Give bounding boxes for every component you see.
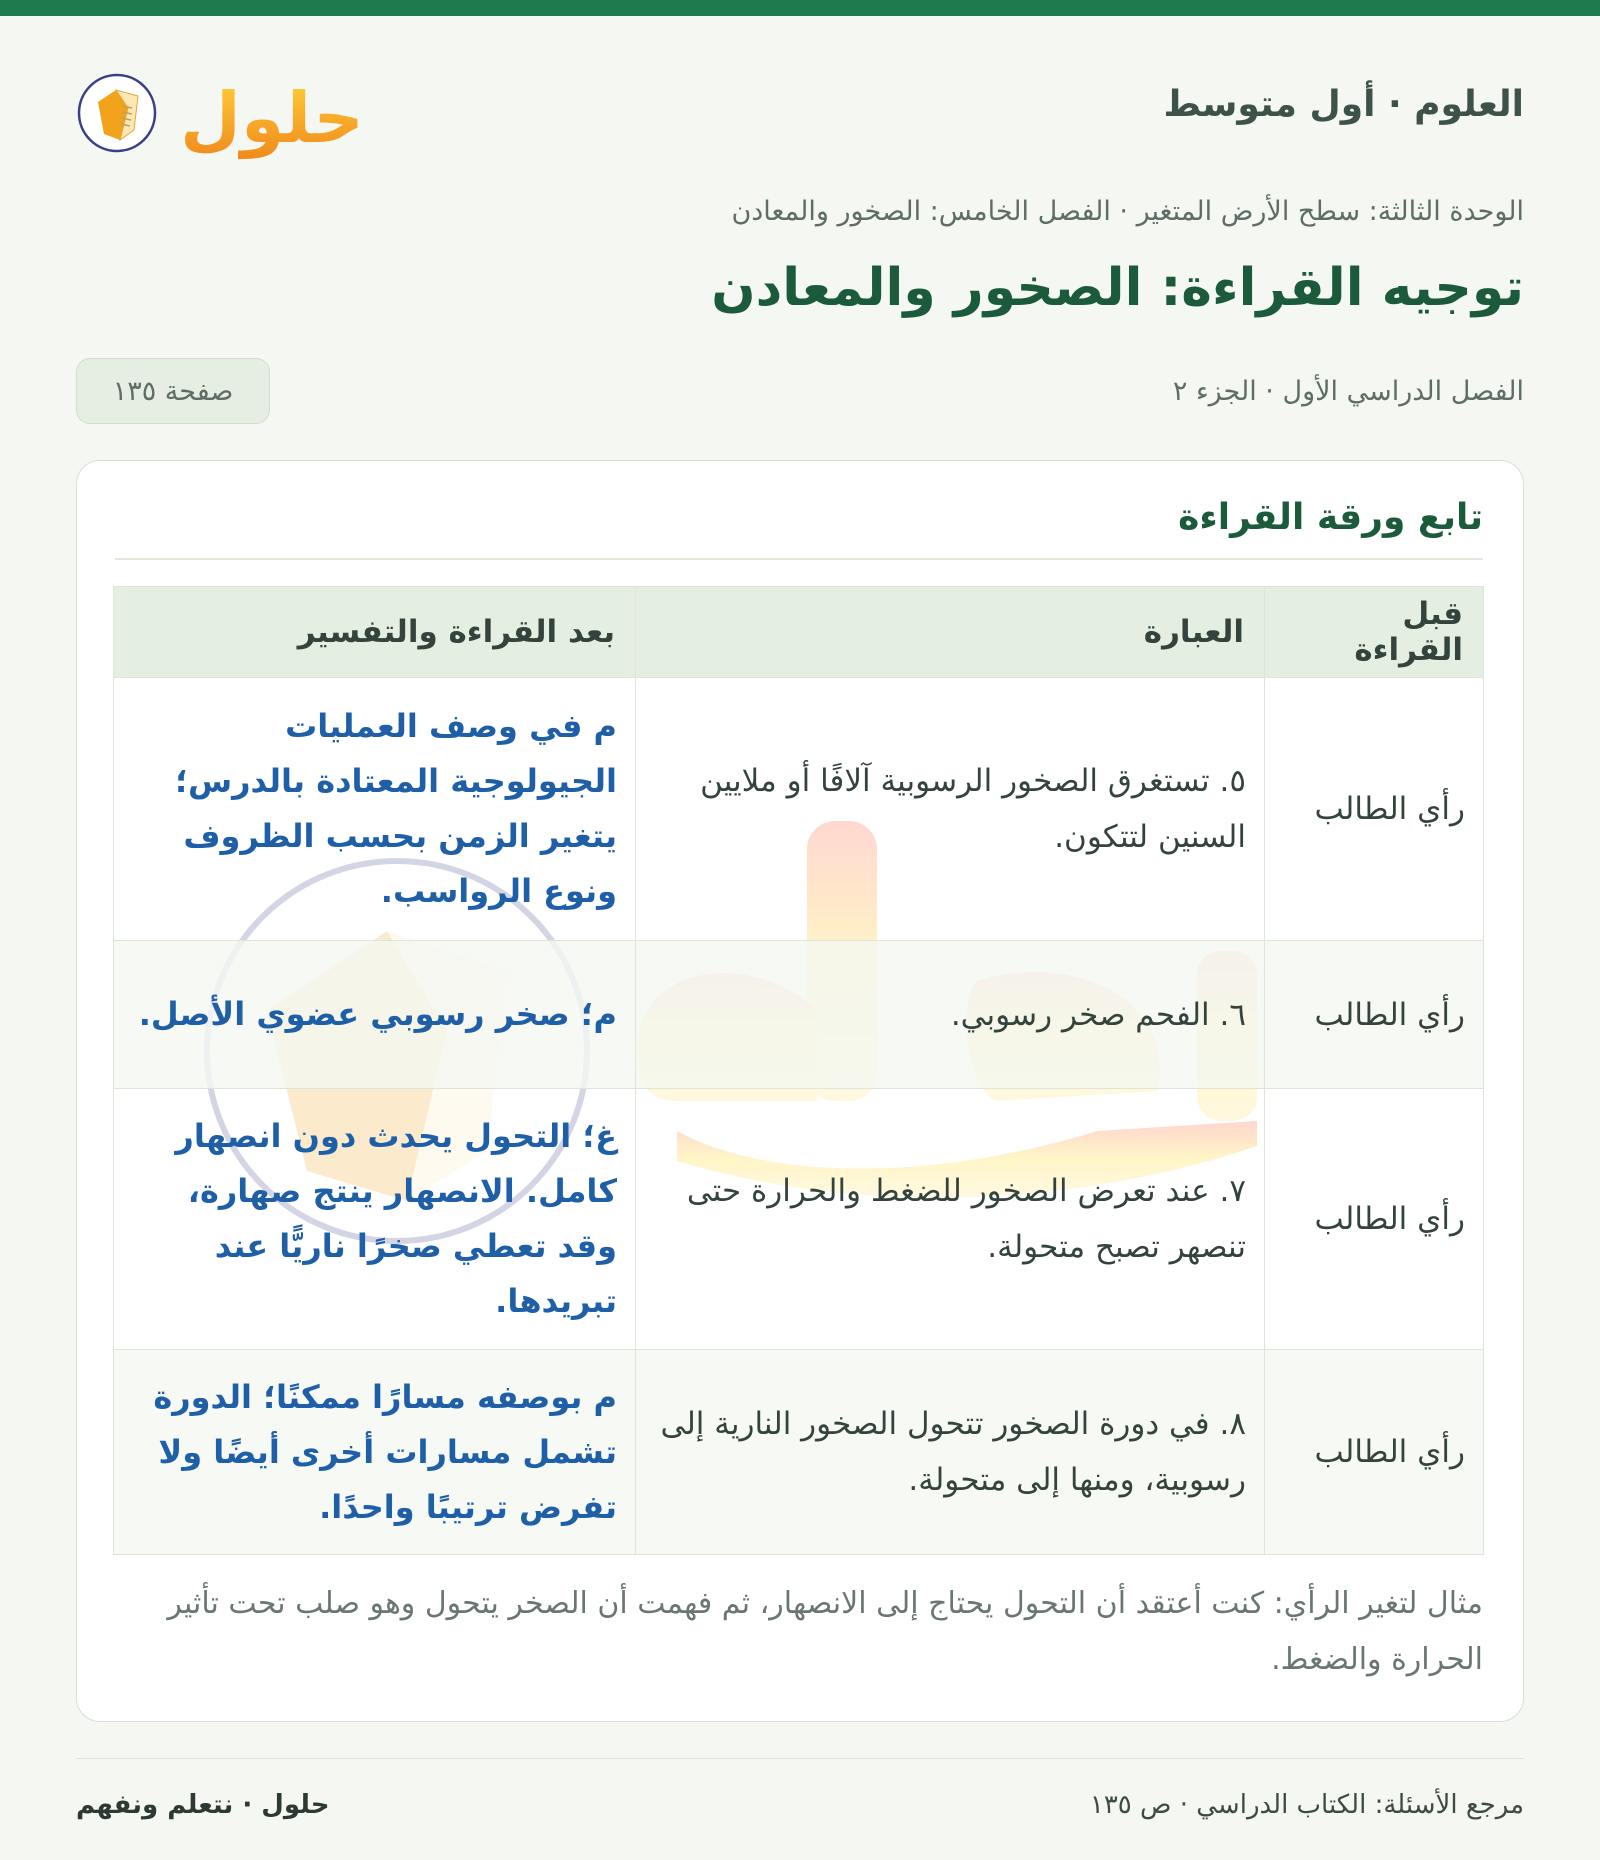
term-label: الفصل الدراسي الأول · الجزء ٢ <box>1172 376 1524 407</box>
page-title: توجيه القراءة: الصخور والمعادن <box>711 258 1524 318</box>
logo-text: حلول <box>180 77 364 159</box>
reading-table <box>113 586 1484 1555</box>
statement-cell: ٦. الفحم صخر رسوبي. <box>636 941 1265 1089</box>
reading-sheet-card <box>76 460 1524 1722</box>
breadcrumb: الوحدة الثالثة: سطح الأرض المتغير · الفصل الخامس: الصخور والمعادن <box>731 196 1524 227</box>
table-row <box>114 1089 1484 1350</box>
table-row <box>114 941 1484 1089</box>
before-reading-cell: رأي الطالب <box>1265 941 1484 1089</box>
before-reading-cell: رأي الطالب <box>1265 1350 1484 1555</box>
after-reading-answer: غ؛ التحول يحدث دون انصهار كامل. الانصهار ينتج صهارة، وقد تعطي صخرًا ناريًّا عند تبريدها. <box>114 1089 636 1350</box>
table-header-row <box>114 587 1484 678</box>
column-header-after: بعد القراءة والتفسير <box>114 587 636 678</box>
before-reading-cell: رأي الطالب <box>1265 678 1484 941</box>
book-emblem-icon <box>79 75 155 151</box>
column-header-before: قبل القراءة <box>1265 587 1484 678</box>
page-header <box>76 50 1524 166</box>
after-reading-answer: م في وصف العمليات الجيولوجية المعتادة بالدرس؛ يتغير الزمن بحسب الظروف ونوع الرواسب. <box>114 678 636 941</box>
statement-cell: ٨. في دورة الصخور تتحول الصخور النارية إلى رسوبية، ومنها إلى متحولة. <box>636 1350 1265 1555</box>
after-reading-answer: م بوصفه مسارًا ممكنًا؛ الدورة تشمل مسارات أخرى أيضًا ولا تفرض ترتيبًا واحدًا. <box>114 1350 636 1555</box>
top-accent-bar <box>0 0 1600 16</box>
after-reading-answer: م؛ صخر رسوبي عضوي الأصل. <box>114 941 636 1089</box>
subject-label: العلوم · أول متوسط <box>1163 84 1524 125</box>
site-logo[interactable] <box>76 50 364 166</box>
footer-divider <box>76 1758 1524 1759</box>
card-divider <box>115 558 1483 560</box>
footer-brand: حلول · نتعلم ونفهم <box>76 1790 330 1820</box>
card-title: تابع ورقة القراءة <box>1178 497 1483 538</box>
table-row <box>114 678 1484 941</box>
statement-cell: ٧. عند تعرض الصخور للضغط والحرارة حتى تنصهر تصبح متحولة. <box>636 1089 1265 1350</box>
example-note: مثال لتغير الرأي: كنت أعتقد أن التحول يحتاج إلى الانصهار، ثم فهمت أن الصخر يتحول وهو صلب تحت تأثير الحرارة والضغط. <box>167 1586 1483 1677</box>
page-number-badge: صفحة ١٣٥ <box>76 358 270 424</box>
statement-cell: ٥. تستغرق الصخور الرسوبية آلافًا أو ملايين السنين لتتكون. <box>636 678 1265 941</box>
table-row <box>114 1350 1484 1555</box>
before-reading-cell: رأي الطالب <box>1265 1089 1484 1350</box>
column-header-statement: العبارة <box>636 587 1265 678</box>
footer-reference: مرجع الأسئلة: الكتاب الدراسي · ص ١٣٥ <box>1089 1790 1524 1820</box>
